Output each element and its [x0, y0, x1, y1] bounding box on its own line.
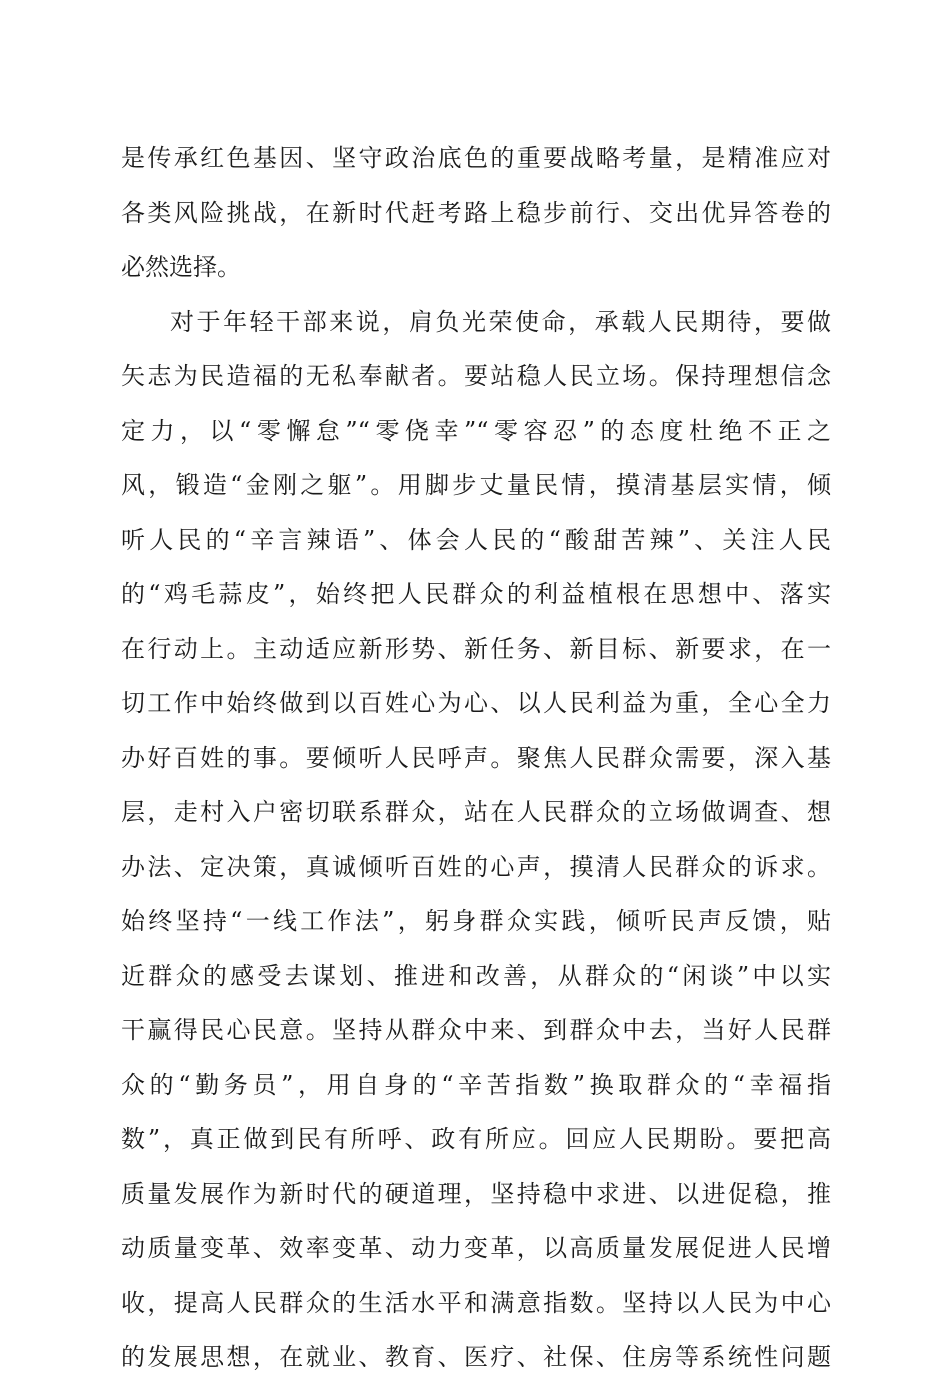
text-line: 办法、定决策，真诚倾听百姓的心声，摸清人民群众的诉求。	[121, 852, 831, 881]
document-body	[121, 131, 831, 1385]
text-line: 干赢得民心民意。坚持从群众中来、到群众中去，当好人民群	[121, 1016, 831, 1044]
text-line: 收，提高人民群众的生活水平和满意指数。坚持以人民为中心	[121, 1288, 831, 1317]
text-line: 在行动上。主动适应新形势、新任务、新目标、新要求，在一	[121, 634, 831, 663]
text-line: 风，锻造“金刚之躯”。用脚步丈量民情，摸清基层实情，倾	[121, 471, 831, 499]
text-line: 切工作中始终做到以百姓心为心、以人民利益为重，全心全力	[121, 689, 831, 717]
text-line: 矢志为民造福的无私奉献者。要站稳人民立场。保持理想信念	[121, 362, 831, 390]
text-line: 的发展思想，在就业、教育、医疗、社保、住房等系统性问题	[121, 1343, 831, 1371]
text-line: 动质量变革、效率变革、动力变革，以高质量发展促进人民增	[121, 1234, 831, 1262]
text-line: 是传承红色基因、坚守政治底色的重要战略考量，是精准应对	[121, 144, 831, 172]
text-line: 办好百姓的事。要倾听人民呼声。聚焦人民群众需要，深入基	[121, 743, 831, 772]
text-line: 始终坚持“一线工作法”，躬身群众实践，倾听民声反馈，贴	[121, 907, 831, 935]
paragraph-first-line: 对于年轻干部来说，肩负光荣使命，承载人民期待，要做	[170, 307, 831, 336]
text-line: 近群众的感受去谋划、推进和改善，从群众的“闲谈”中以实	[121, 961, 831, 990]
text-line: 听人民的“辛言辣语”、体会人民的“酸甜苦辣”、关注人民	[121, 525, 831, 554]
text-line: 层，走村入户密切联系群众，站在人民群众的立场做调查、想	[121, 798, 831, 826]
text-line: 的“鸡毛蒜皮”，始终把人民群众的利益植根在思想中、落实	[121, 580, 831, 608]
text-line: 质量发展作为新时代的硬道理，坚持稳中求进、以进促稳，推	[121, 1179, 831, 1208]
text-line: 众的“勤务员”，用自身的“辛苦指数”换取群众的“幸福指	[121, 1070, 831, 1099]
text-line: 定力，以“零懈怠”“零侥幸”“零容忍”的态度杜绝不正之	[121, 416, 831, 445]
text-line: 各类风险挑战，在新时代赶考路上稳步前行、交出优异答卷的	[121, 198, 831, 227]
text-line: 数”，真正做到民有所呼、政有所应。回应人民期盼。要把高	[121, 1125, 831, 1153]
text-line: 必然选择。	[121, 253, 241, 281]
